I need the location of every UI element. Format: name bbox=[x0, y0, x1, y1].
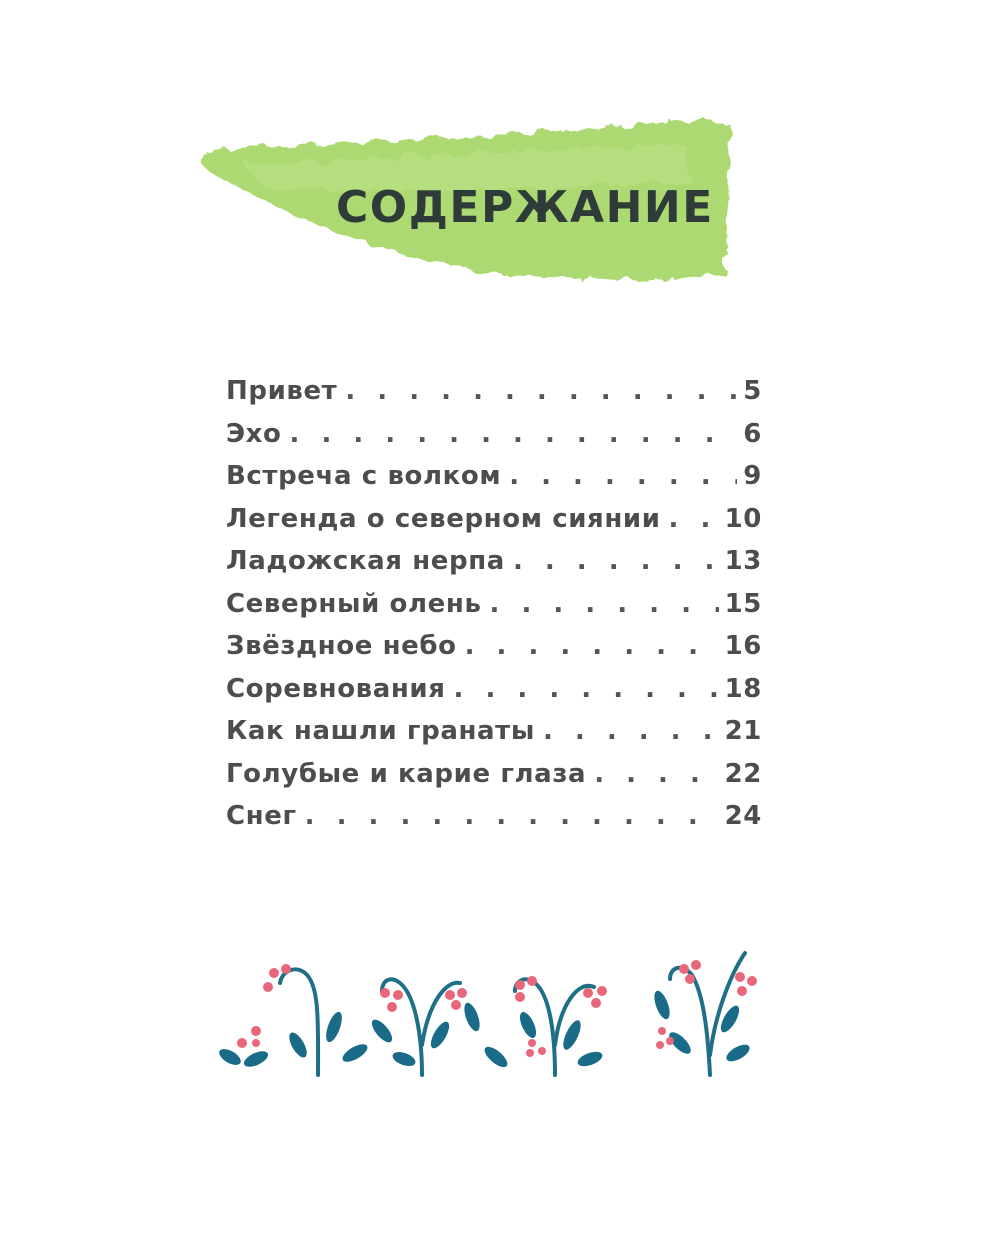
toc-page-number: 5 bbox=[743, 376, 762, 406]
toc-page-number: 22 bbox=[724, 758, 762, 789]
berry-plants-illustration bbox=[210, 935, 770, 1085]
toc-page-number: 24 bbox=[724, 801, 762, 831]
toc-title: Эхо bbox=[226, 418, 282, 449]
dot-leader bbox=[513, 546, 719, 576]
toc-row bbox=[226, 674, 762, 717]
toc-row bbox=[226, 419, 762, 462]
table-of-contents bbox=[226, 376, 762, 844]
dot-leader bbox=[490, 589, 719, 619]
toc-row bbox=[226, 461, 762, 504]
toc-page-number: 15 bbox=[724, 588, 762, 619]
dot-leader bbox=[345, 376, 737, 406]
page-title: СОДЕРЖАНИЕ bbox=[336, 182, 714, 233]
dot-leader bbox=[509, 461, 737, 491]
toc-row bbox=[226, 504, 762, 547]
toc-title: Встреча с волком bbox=[226, 461, 502, 491]
toc-row bbox=[226, 759, 762, 802]
dot-leader bbox=[454, 674, 719, 704]
toc-row bbox=[226, 546, 762, 589]
toc-page-number: 10 bbox=[724, 503, 762, 534]
toc-row bbox=[226, 589, 762, 632]
toc-title: Привет bbox=[226, 376, 338, 406]
toc-page-number: 21 bbox=[724, 716, 762, 746]
toc-title: Легенда о северном сиянии bbox=[226, 503, 661, 534]
toc-row bbox=[226, 631, 762, 674]
toc-title: Соревнования bbox=[226, 673, 446, 704]
toc-title: Звёздное небо bbox=[226, 631, 457, 661]
dot-leader bbox=[543, 716, 719, 746]
toc-page-number: 6 bbox=[743, 418, 762, 449]
toc-title: Северный олень bbox=[226, 588, 482, 619]
toc-page-number: 16 bbox=[724, 631, 762, 661]
toc-title: Голубые и карие глаза bbox=[226, 758, 587, 789]
toc-page-number: 18 bbox=[724, 673, 762, 704]
dot-leader bbox=[290, 419, 738, 449]
toc-title: Ладожская нерпа bbox=[226, 546, 505, 576]
dot-leader bbox=[465, 631, 719, 661]
toc-row bbox=[226, 376, 762, 419]
toc-page-number: 9 bbox=[743, 461, 762, 491]
toc-page-number: 13 bbox=[724, 546, 762, 576]
dot-leader bbox=[305, 801, 719, 831]
toc-row bbox=[226, 801, 762, 844]
dot-leader bbox=[669, 504, 719, 534]
dot-leader bbox=[594, 759, 718, 789]
toc-title: Снег bbox=[226, 801, 297, 831]
toc-title: Как нашли гранаты bbox=[226, 716, 535, 746]
toc-row bbox=[226, 716, 762, 759]
